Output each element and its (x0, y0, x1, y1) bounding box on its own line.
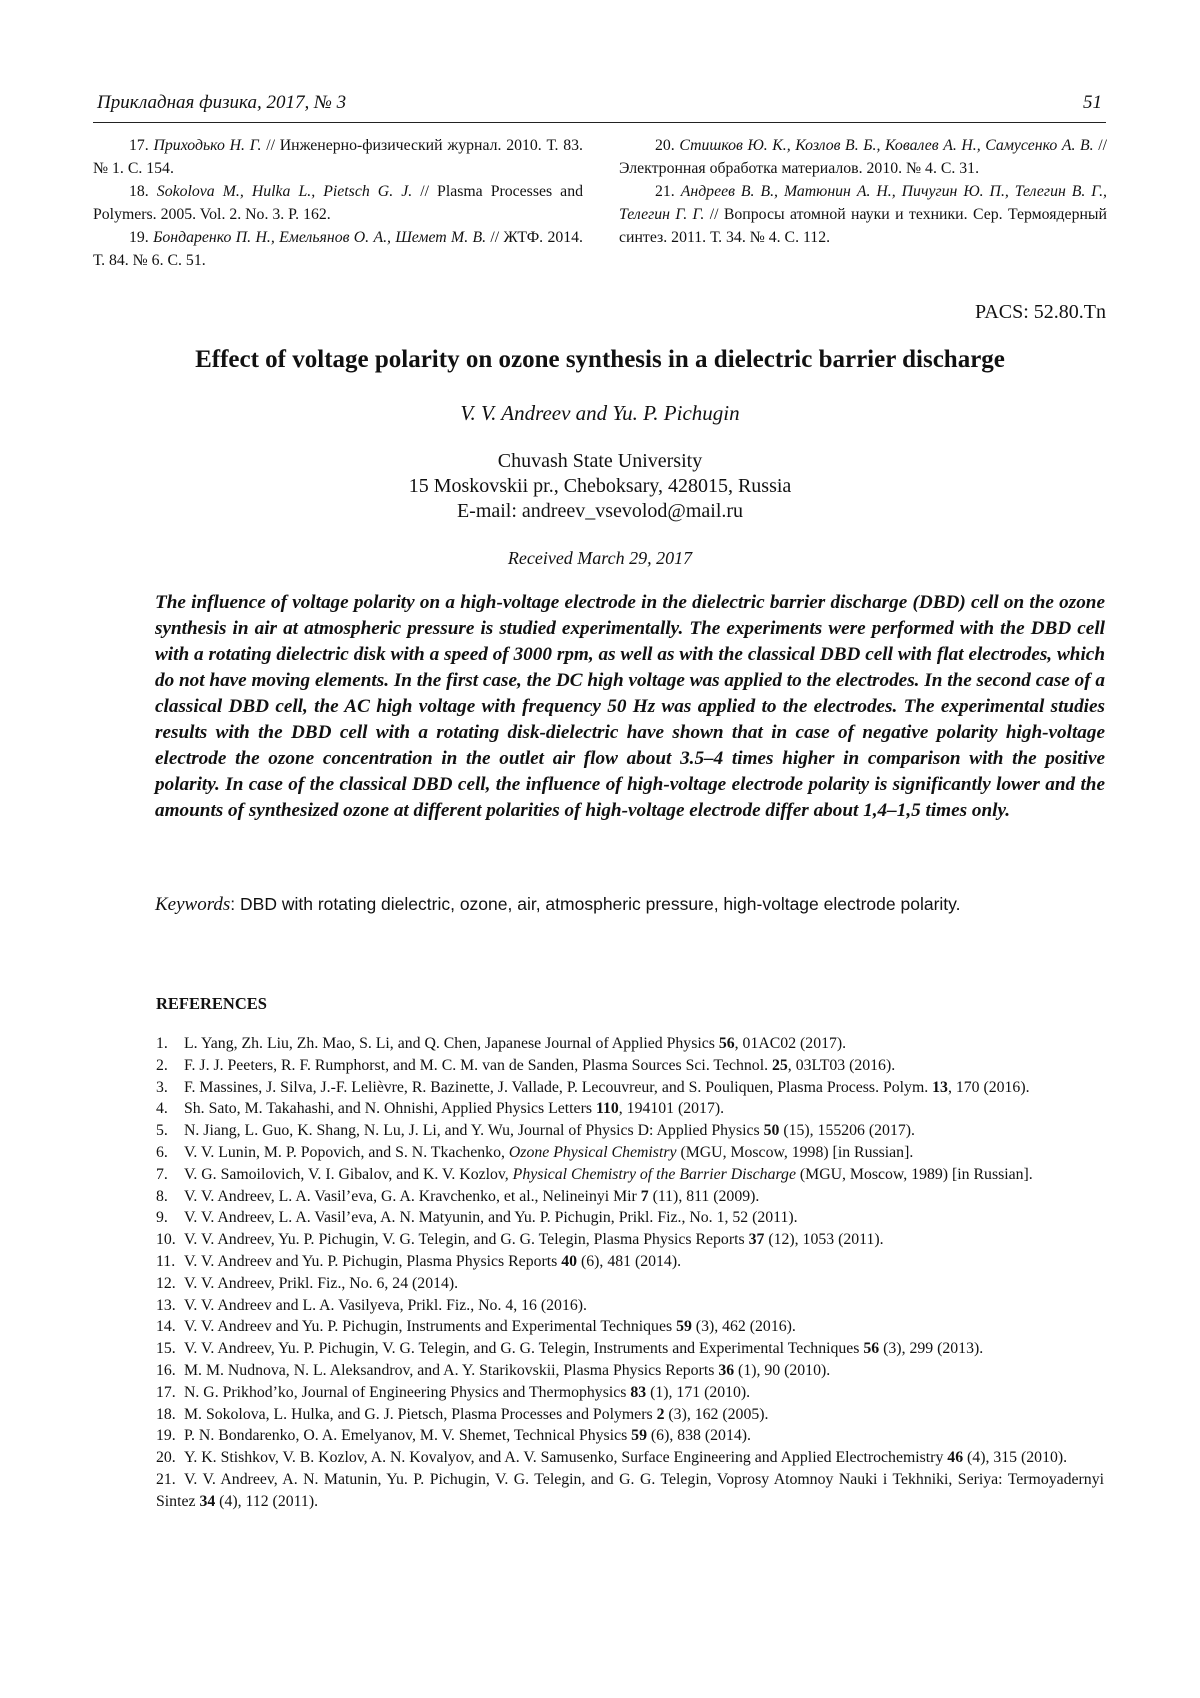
reference-item: 19. P. N. Bondarenko, O. A. Emelyanov, M. V. Shemet, Technical Physics 59 (6), 838 (2014). (156, 1427, 751, 1445)
reference-entry: 19. Бондаренко П. Н., Емельянов О. А., Шемет М. В. // ЖТФ. 2014. Т. 84. № 6. С. 51. (93, 229, 583, 269)
reference-item: 1. L. Yang, Zh. Liu, Zh. Mao, S. Li, and Q. Chen, Japanese Journal of Applied Physics 56, 01AC02 (2017). (156, 1035, 847, 1052)
reference-item: 9. V. V. Andreev, L. A. Vasil’eva, A. N. Matyunin, and Yu. P. Pichugin, Prikl. Fiz., No. 1, 52 (2011). (156, 1209, 798, 1227)
reference-item: 6. V. V. Lunin, M. P. Popovich, and S. N. Tkachenko, Ozone Physical Chemistry (MGU, Moscow, 1998) [in Russian]. (156, 1143, 914, 1161)
article-title: Effect of voltage polarity on ozone synthesis in a dielectric barrier discharge (195, 346, 1005, 373)
keywords (155, 891, 1115, 918)
running-header (93, 90, 1106, 123)
reference-item: 18. M. Sokolova, L. Hulka, and G. J. Pietsch, Plasma Processes and Polymers 2 (3), 162 (2005). (156, 1405, 769, 1423)
address: 15 Moskovskii pr., Cheboksary, 428015, Russia (408, 475, 792, 497)
email: E-mail: andreev_vsevolod@mail.ru (456, 500, 744, 522)
journal-name: Прикладная физика, 2017, № 3 (97, 92, 347, 113)
affiliation-block (0, 449, 1200, 524)
references-list (156, 1033, 1104, 1513)
reference-item: 3. F. Massines, J. Silva, J.-F. Lelièvre, R. Bazinette, J. Vallade, P. Lecouvreur, and S. Pouliquen, Plasma Process. Polym. 13, 170 (2016). (156, 1078, 1030, 1096)
reference-item: 20. Y. K. Stishkov, V. B. Kozlov, A. N. Kovalyov, and A. V. Samusenko, Surface Engineering and Applied Electrochemistry 46 (4), 315 (2010). (156, 1449, 1068, 1467)
reference-item: 21. V. V. Andreev, A. N. Matunin, Yu. P. Pichugin, V. G. Telegin, and G. G. Telegin, Voprosy Atomnoy Nauki i Tekhniki, Seriya: Termoyadernyi Sintez 34 (4), 112 (2011). (156, 1470, 1104, 1510)
reference-entry: 21. Андреев В. В., Матюнин А. Н., Пичугин Ю. П., Телегин В. Г., Телегин Г. Г. // Вопросы атомной науки и техники. Сер. Термоядерный синтез. 2011. Т. 34. № 4. С. 112. (619, 183, 1107, 246)
reference-item: 4. Sh. Sato, M. Takahashi, and N. Ohnishi, Applied Physics Letters 110, 194101 (2017). (156, 1100, 725, 1118)
abstract: The influence of voltage polarity on a high-voltage electrode in the dielectric barrier discharge (DBD) cell on the ozone synthesis in air at atmospheric pressure is studied experimentally. The experiments were performed with the DBD cell with a rotating dielectric disk with a speed of 3000 rpm, as well as with the classical DBD cell with flat electrodes, which do not have moving elements. In the first case, the DC high voltage was applied to the electrodes. In the second case of a classical DBD cell, the AC high voltage with frequency 50 Hz was applied to the electrodes. The experimental studies results with the DBD cell with a rotating disk-dielectric have shown that in case of negative polarity high-voltage electrode the ozone concentration in the outlet air flow about 3.5–4 times higher in comparison with the positive polarity. In case of the classical DBD cell, the influence of high-voltage electrode polarity is significantly lower and the amounts of synthesized ozone at different polarities of high-voltage electrode differ about 1,4–1,5 times only. (155, 592, 1105, 821)
reference-entry: 18. Sokolova M., Hulka L., Pietsch G. J. // Plasma Processes and Polymers. 2005. Vol. 2. No. 3. P. 162. (93, 183, 583, 223)
reference-item: 14. V. V. Andreev and Yu. P. Pichugin, Instruments and Experimental Techniques 59 (3), 462 (2016). (156, 1318, 796, 1336)
references-heading: REFERENCES (156, 994, 267, 1013)
reference-item: 2. F. J. J. Peeters, R. F. Rumphorst, and M. C. M. van de Sanden, Plasma Sources Sci. Technol. 25, 03LT03 (2016). (156, 1056, 896, 1074)
reference-item: 17. N. G. Prikhod’ko, Journal of Engineering Physics and Thermophysics 83 (1), 171 (2010). (156, 1383, 751, 1401)
keywords-label: Keywords (155, 894, 231, 915)
article-authors: V. V. Andreev and Yu. P. Pichugin (460, 401, 740, 425)
reference-entry: 17. Приходько Н. Г. // Инженерно-физический журнал. 2010. Т. 83. № 1. С. 154. (93, 137, 583, 177)
affiliation: Chuvash State University (497, 450, 703, 472)
reference-item: 13. V. V. Andreev and L. A. Vasilyeva, Prikl. Fiz., No. 4, 16 (2016). (156, 1296, 587, 1314)
reference-item: 7. V. G. Samoilovich, V. I. Gibalov, and K. V. Kozlov, Physical Chemistry of the Barrier Discharge (MGU, Moscow, 1989) [in Russian]. (156, 1165, 1033, 1183)
reference-item: 5. N. Jiang, L. Guo, K. Shang, N. Lu, J. Li, and Y. Wu, Journal of Physics D: Applied Physics 50 (15), 155206 (2017). (156, 1122, 915, 1140)
keywords-text: : DBD with rotating dielectric, ozone, air, atmospheric pressure, high-voltage electrode polarity. (230, 894, 961, 914)
pacs-code: PACS: 52.80.Tn (975, 301, 1106, 323)
reference-item: 15. V. V. Andreev, Yu. P. Pichugin, V. G. Telegin, and G. G. Telegin, Instruments and Experimental Techniques 56 (3), 299 (2013). (156, 1340, 984, 1358)
received-date: Received March 29, 2017 (507, 548, 693, 568)
reference-item: 12. V. V. Andreev, Prikl. Fiz., No. 6, 24 (2014). (156, 1274, 459, 1292)
reference-item: 10. V. V. Andreev, Yu. P. Pichugin, V. G. Telegin, and G. G. Telegin, Plasma Physics Reports 37 (12), 1053 (2011). (156, 1231, 884, 1249)
reference-item: 16. M. M. Nudnova, N. L. Aleksandrov, and A. Y. Starikovskii, Plasma Physics Reports 36 (1), 90 (2010). (156, 1361, 831, 1379)
reference-item: 11. V. V. Andreev and Yu. P. Pichugin, Plasma Physics Reports 40 (6), 481 (2014). (156, 1252, 682, 1270)
previous-article-references-right (619, 134, 1107, 249)
previous-article-references-left (93, 134, 583, 272)
page-number: 51 (1083, 92, 1102, 113)
reference-item: 8. V. V. Andreev, L. A. Vasil’eva, G. A. Kravchenko, et al., Nelineinyi Mir 7 (11), 811 (2009). (156, 1187, 760, 1205)
reference-entry: 20. Стишков Ю. К., Козлов В. Б., Ковалев А. Н., Самусенко А. В. // Электронная обработка материалов. 2010. № 4. С. 31. (619, 137, 1108, 177)
